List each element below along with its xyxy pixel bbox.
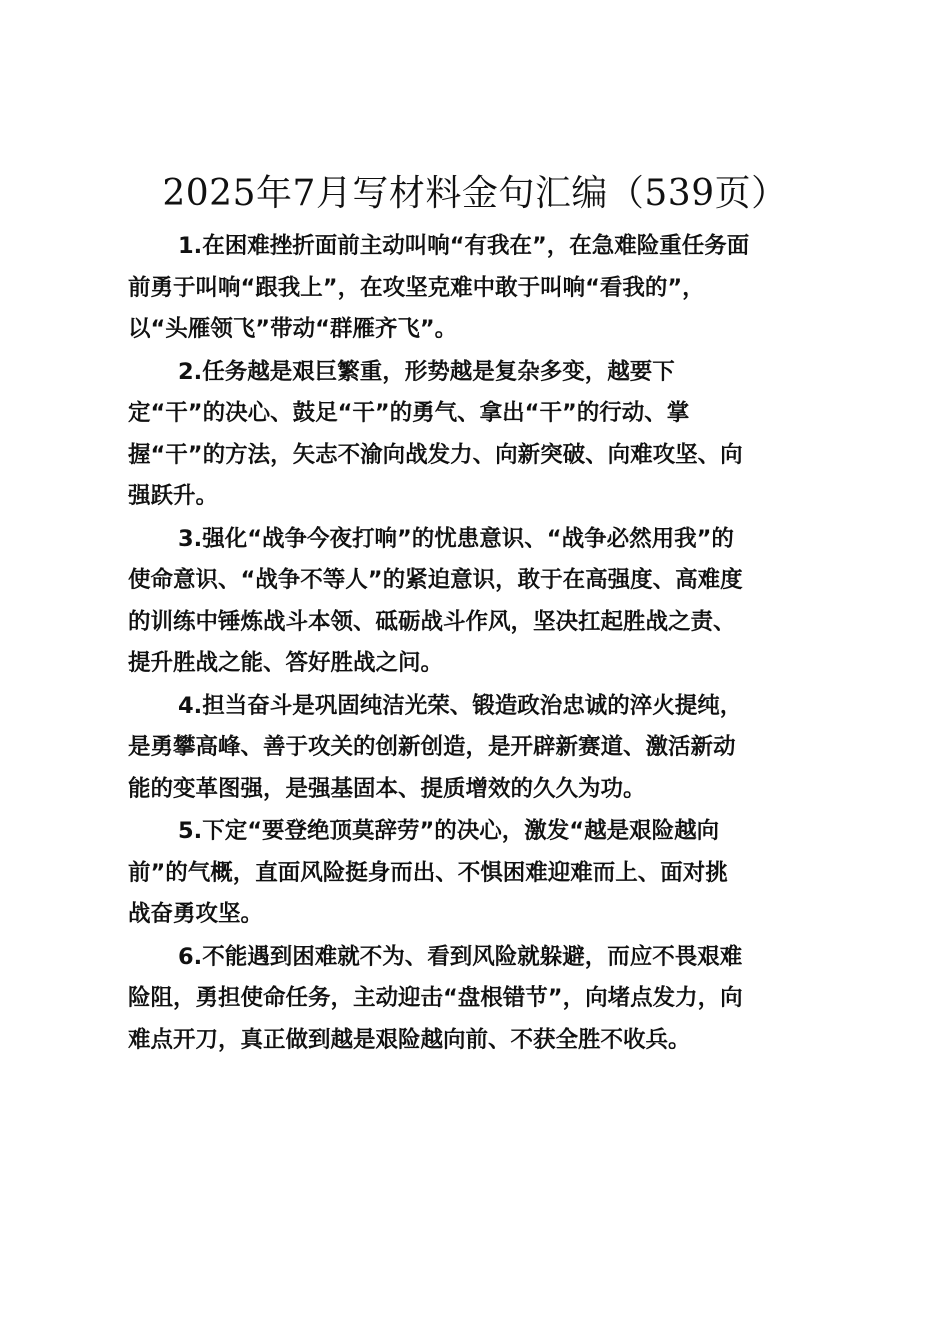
quote-line: 提升胜战之能、答好胜战之问。 [128,650,444,676]
quote-line: 6.不能遇到困难就不为、看到风险就躲避，而应不畏艰难 [178,943,743,970]
quote-line: 的训练中锤炼战斗本领、砥砺战斗作风，坚决扛起胜战之责、 [128,608,736,635]
quote-line: 以“头雁领飞”带动“群雁齐飞”。 [128,316,458,342]
quote-item [128,811,828,936]
quote-line: 前勇于叫响“跟我上”，在攻坚克难中敢于叫响“看我的”， [128,274,705,301]
quote-item [128,226,828,351]
quote-line: 战奋勇攻坚。 [128,901,264,927]
quote-line: 险阻，勇担使命任务，主动迎击“盘根错节”，向堵点发力，向 [128,985,743,1011]
quote-line: 4.担当奋斗是巩固纯洁光荣、锻造政治忠诚的淬火提纯， [178,692,743,719]
quote-line: 2.任务越是艰巨繁重，形势越是复杂多变，越要下 [178,358,675,385]
quote-list [128,226,828,1062]
quote-item [128,519,828,685]
quote-line: 是勇攀高峰、善于攻关的创新创造，是开辟新赛道、激活新动 [128,734,736,760]
quote-item [128,352,828,518]
quote-line: 能的变革图强，是强基固本、提质增效的久久为功。 [128,775,646,802]
quote-item [128,686,828,811]
quote-line: 使命意识、“战争不等人”的紧迫意识，敢于在高强度、高难度 [128,567,743,593]
quote-item [128,937,828,1062]
quote-line: 5.下定“要登绝顶莫辞劳”的决心，激发“越是艰险越向 [178,818,720,844]
document-title: 2025年7月写材料金句汇编（539页） [162,173,788,214]
quote-line: 前”的气概，直面风险挺身而出、不惧困难迎难而上、面对挑 [128,859,728,886]
quote-line: 定“干”的决心、鼓足“干”的勇气、拿出“干”的行动、掌 [128,400,690,426]
quote-line: 握“干”的方法，矢志不渝向战发力、向新突破、向难攻坚、向 [128,441,743,468]
quote-line: 难点开刀，真正做到越是艰险越向前、不获全胜不收兵。 [128,1026,691,1053]
quote-line: 1.在困难挫折面前主动叫响“有我在”，在急难险重任务面 [178,233,750,259]
quote-line: 强跃升。 [128,483,219,509]
quote-line: 3.强化“战争今夜打响”的忧患意识、“战争必然用我”的 [178,525,734,552]
